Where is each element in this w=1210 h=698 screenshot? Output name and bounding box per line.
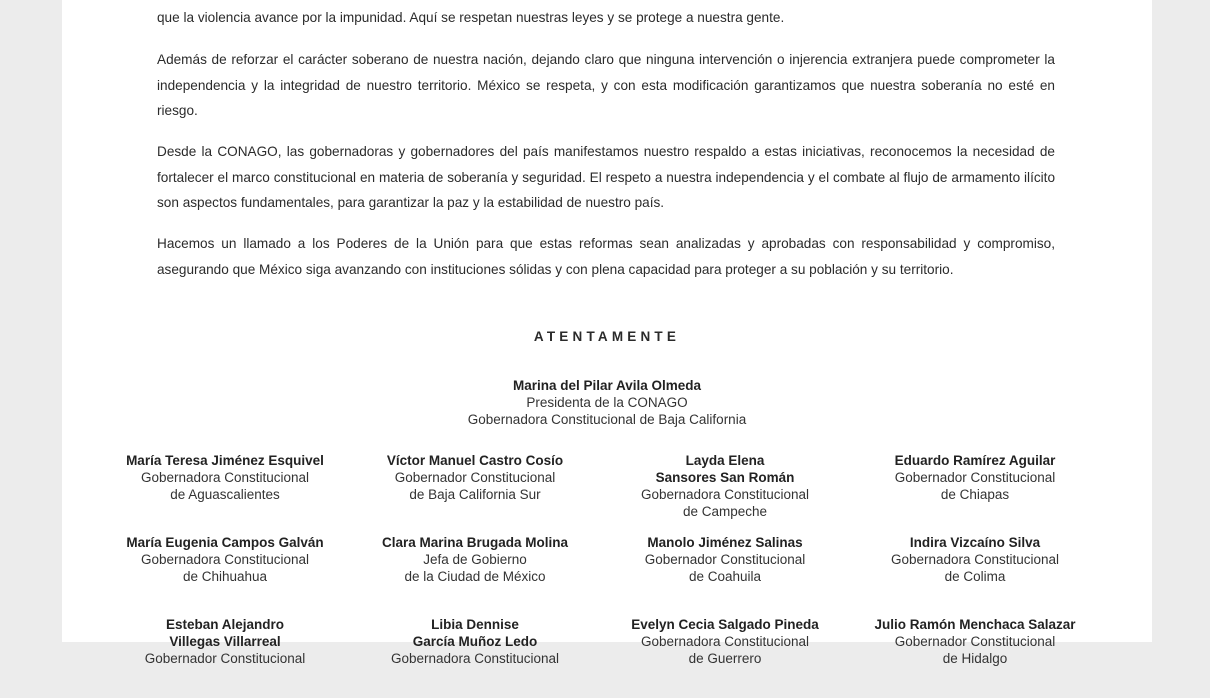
signature-block — [600, 616, 850, 698]
signatory-role: de Guerrero — [688, 651, 762, 666]
signatory-role: Jefa de Gobierno — [423, 552, 527, 567]
signatory-role: Presidenta de la CONAGO — [526, 395, 688, 410]
signature-block — [600, 534, 850, 616]
signatory-role: de Chihuahua — [182, 569, 268, 584]
paragraph-call-to-action: Hacemos un llamado a los Poderes de la Unión para que estas reformas sean analizadas y aprobadas con responsabilidad y compromiso, asegurando que México siga avanzando con instituciones sólidas y con plena capacidad para proteger a su población y su territorio. — [157, 236, 1055, 277]
signatory-role: de la Ciudad de México — [404, 569, 546, 584]
signature-block — [350, 616, 600, 698]
signatory-role: Gobernadora Constitucional — [640, 487, 810, 502]
signatory-name: María Teresa Jiménez Esquivel — [126, 453, 324, 468]
signatory-role: Gobernadora Constitucional — [890, 552, 1060, 567]
document-page — [62, 0, 1152, 666]
signatory-role: Gobernadora Constitucional — [390, 651, 560, 666]
signatory-name: García Muñoz Ledo — [412, 634, 538, 649]
signatory-role: Gobernadora Constitucional — [640, 634, 810, 649]
paragraph-fragment: que la violencia avance por la impunidad. Aquí se respetan nuestras leyes y se protege a nuestra gente. — [157, 10, 785, 25]
signatory-role: de Campeche — [682, 504, 768, 519]
signature-block — [850, 534, 1100, 616]
signatory-name: Eduardo Ramírez Aguilar — [894, 453, 1056, 468]
signatory-role: de Aguascalientes — [170, 487, 280, 502]
paragraph-sovereignty: Además de reforzar el carácter soberano de nuestra nación, dejando claro que ninguna intervención o injerencia extranjera puede comprometer la independencia y la integridad de nuestro territorio. México se respeta, y con esta modificación garantizamos que nuestra soberanía no esté en riesgo. — [157, 52, 1055, 118]
signatory-name: Layda Elena — [685, 453, 765, 468]
signatory-role: Gobernador Constitucional — [644, 552, 806, 567]
signatory-name: Indira Vizcaíno Silva — [909, 535, 1041, 550]
signature-block — [850, 616, 1100, 698]
signatory-name: Esteban Alejandro — [165, 617, 285, 632]
signatory-role: de Colima — [944, 569, 1006, 584]
signatory-name: Libia Dennise — [431, 617, 519, 632]
signatory-role: de Coahuila — [688, 569, 762, 584]
signatory-role: Gobernador Constitucional — [894, 470, 1056, 485]
signatory-name: Víctor Manuel Castro Cosío — [386, 453, 564, 468]
signatory-name: Clara Marina Brugada Molina — [381, 535, 569, 550]
signatory-role: Gobernadora Constitucional — [140, 552, 310, 567]
signature-block — [350, 452, 600, 534]
signatory-name: Manolo Jiménez Salinas — [647, 535, 803, 550]
president-signature — [62, 377, 1152, 428]
signature-block — [850, 452, 1100, 534]
signatory-role: de Chiapas — [940, 487, 1010, 502]
paragraph-conago-support: Desde la CONAGO, las gobernadoras y gobernadores del país manifestamos nuestro respaldo a estas iniciativas, reconocemos la necesidad de fortalecer el marco constitucional en materia de soberanía y seguridad. El respeto a nuestra independencia y el combate al flujo de armamento ilícito son aspectos fundamentales, para garantizar la paz y la estabilidad de nuestro país. — [157, 144, 1055, 210]
signatory-name: Sansores San Román — [655, 470, 795, 485]
signatory-name: María Eugenia Campos Galván — [126, 535, 324, 550]
closing-salutation: ATENTAMENTE — [533, 329, 681, 344]
signatory-role: Gobernadora Constitucional — [140, 470, 310, 485]
signatory-role: Gobernadora Constitucional de Baja California — [467, 412, 747, 427]
signatory-role: de Baja California Sur — [409, 487, 541, 502]
signature-block — [350, 534, 600, 616]
signatory-role: Gobernador Constitucional — [894, 634, 1056, 649]
signatory-name: Evelyn Cecia Salgado Pineda — [631, 617, 819, 632]
signatory-role: Gobernador Constitucional — [394, 470, 556, 485]
signatures-grid — [100, 452, 1100, 698]
signature-block — [100, 452, 350, 534]
signature-block — [100, 616, 350, 698]
signatory-role: Gobernador Constitucional — [144, 651, 306, 666]
signature-block — [100, 534, 350, 616]
signatory-name: Villegas Villarreal — [169, 634, 281, 649]
signatory-name: Marina del Pilar Avila Olmeda — [512, 378, 702, 393]
signatory-role: de Hidalgo — [942, 651, 1008, 666]
signature-block — [600, 452, 850, 534]
signatory-name: Julio Ramón Menchaca Salazar — [874, 617, 1076, 632]
